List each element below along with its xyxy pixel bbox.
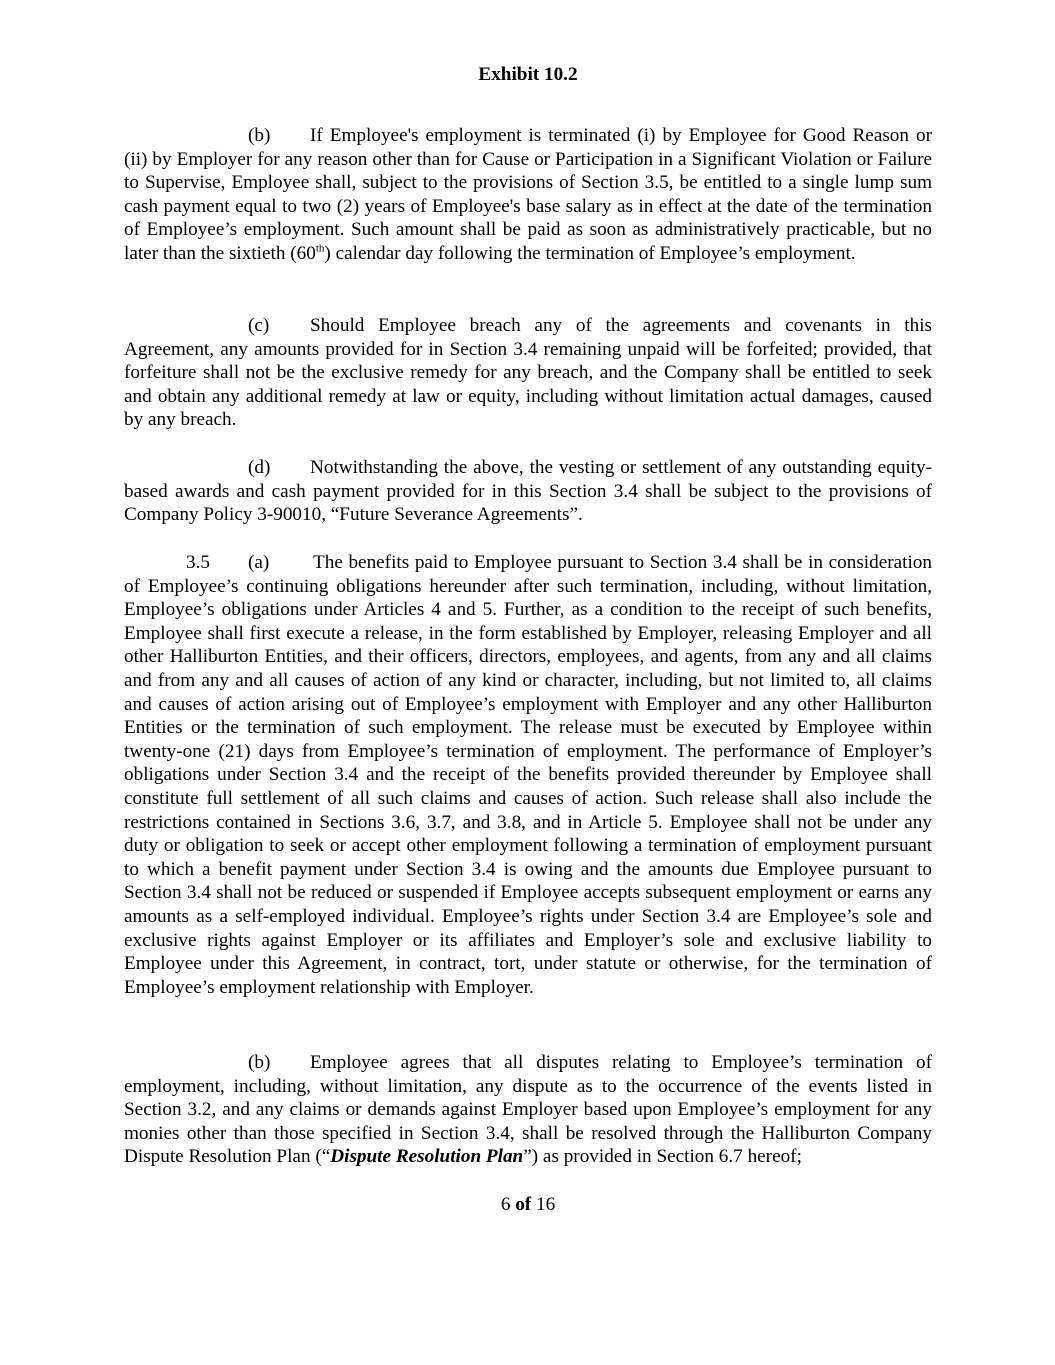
page-number-footer [124,1194,932,1216]
page-current: 6 [500,1194,511,1215]
clause-label-b: (b) [248,125,271,146]
clause-text-c: Should Employee breach any of the agreements and covenants in this Agreement, any amounts provided for in Section 3.4 remaining unpaid will be forfeited; provided, that forfeiture shall not be the exclusive remedy for any breach, and the Company shall be entitled to seek and obtain any additional remedy at law or equity, including without limitation actual damages, caused by any breach. [124,315,932,431]
clause-text-b-part1: If Employee's employment is terminated (i) by Employee for Good Reason or (ii) by Employer for any reason other than for Cause or Participation in a Significant Violation or Failure to Supervise, Employee shall, subject to the provisions of Section 3.5, be entitled to a single lump sum cash payment equal to two (2) years of Employee's base salary as in effect at the date of the termination of Employee’s employment. Such amount shall be paid as soon as administratively practicable, but no later than the sixtieth (60 [124,125,932,264]
page-total: 16 [535,1194,556,1215]
clause-label-c: (c) [248,315,270,336]
defined-term-dispute-resolution-plan: Dispute Resolution Plan [330,1146,524,1168]
paragraph-3-4-c [124,314,932,432]
clause-text-b-part2: ) calendar day following the termination of Employee’s employment. [324,242,856,264]
clause-text-d: Notwithstanding the above, the vesting or settlement of any outstanding equity-based awards and cash payment provided for in this Section 3.4 shall be subject to the provisions of Company Policy 3-90010, “Future Severance Agreements”. [124,457,932,526]
clause-label-3-5-a: (a) [248,552,270,573]
exhibit-title: Exhibit 10.2 [478,64,578,85]
section-number-3-5: 3.5 [186,552,210,573]
clause-text-3-5-a: The benefits paid to Employee pursuant to Section 3.4 shall be in consideration of Employee’s continuing obligations hereunder after such termination, including, without limitation, Employee’s obligations under Articles 4 and 5. Further, as a condition to the receipt of such benefits, Employee shall first execute a release, in the form established by Employer, releasing Employer and all other Halliburton Entities, and their officers, directors, employees, and agents, from any and all claims and from any and all causes of action of any kind or character, including, but not limited to, all claims and causes of action arising out of Employee’s employment with Employer and any other Halliburton Entities or the termination of such employment. The release must be executed by Employee within twenty-one (21) days from Employee’s termination of employment. The performance of Employer’s obligations under Section 3.4 and the receipt of the benefits provided thereunder by Employee shall constitute full settlement of all such claims and causes of action. Such release shall also include the restrictions contained in Sections 3.6, 3.7, and 3.8, and in Article 5. Employee shall not be under any duty or obligation to seek or accept other employment following a termination of employment pursuant to which a benefit payment under Section 3.4 is owing and the amounts due Employee pursuant to Section 3.4 shall not be reduced or suspended if Employee accepts subsequent employment or earns any amounts as a self-employed individual. Employee’s rights under Section 3.4 are Employee’s sole and exclusive rights against Employer or its affiliates and Employer’s sole and exclusive liability to Employee under this Agreement, in contract, tort, under statute or otherwise, for the termination of Employee’s employment relationship with Employer. [124,552,932,998]
page-of-label: of [515,1194,532,1215]
paragraph-3-5-b [124,1051,932,1169]
paragraph-3-4-b [124,124,932,266]
clause-label-d: (d) [248,457,271,478]
clause-label-3-5-b: (b) [248,1052,271,1073]
clause-text-3-5-b-part1: Employee agrees that all disputes relating to Employee’s termination of employment, including, without limitation, any dispute as to the occurrence of the events listed in Section 3.2, and any claims or demands against Employer based upon Employee’s employment for any monies other than those specified in Section 3.4, shall be resolved through the Halliburton Company Dispute Resolution Plan (“ [124,1052,932,1168]
paragraph-3-5-a [124,551,932,999]
paragraph-3-4-d [124,456,932,527]
ordinal-superscript: th [315,242,325,255]
clause-text-3-5-b-part2: ”) as provided in Section 6.7 hereof; [523,1146,802,1168]
